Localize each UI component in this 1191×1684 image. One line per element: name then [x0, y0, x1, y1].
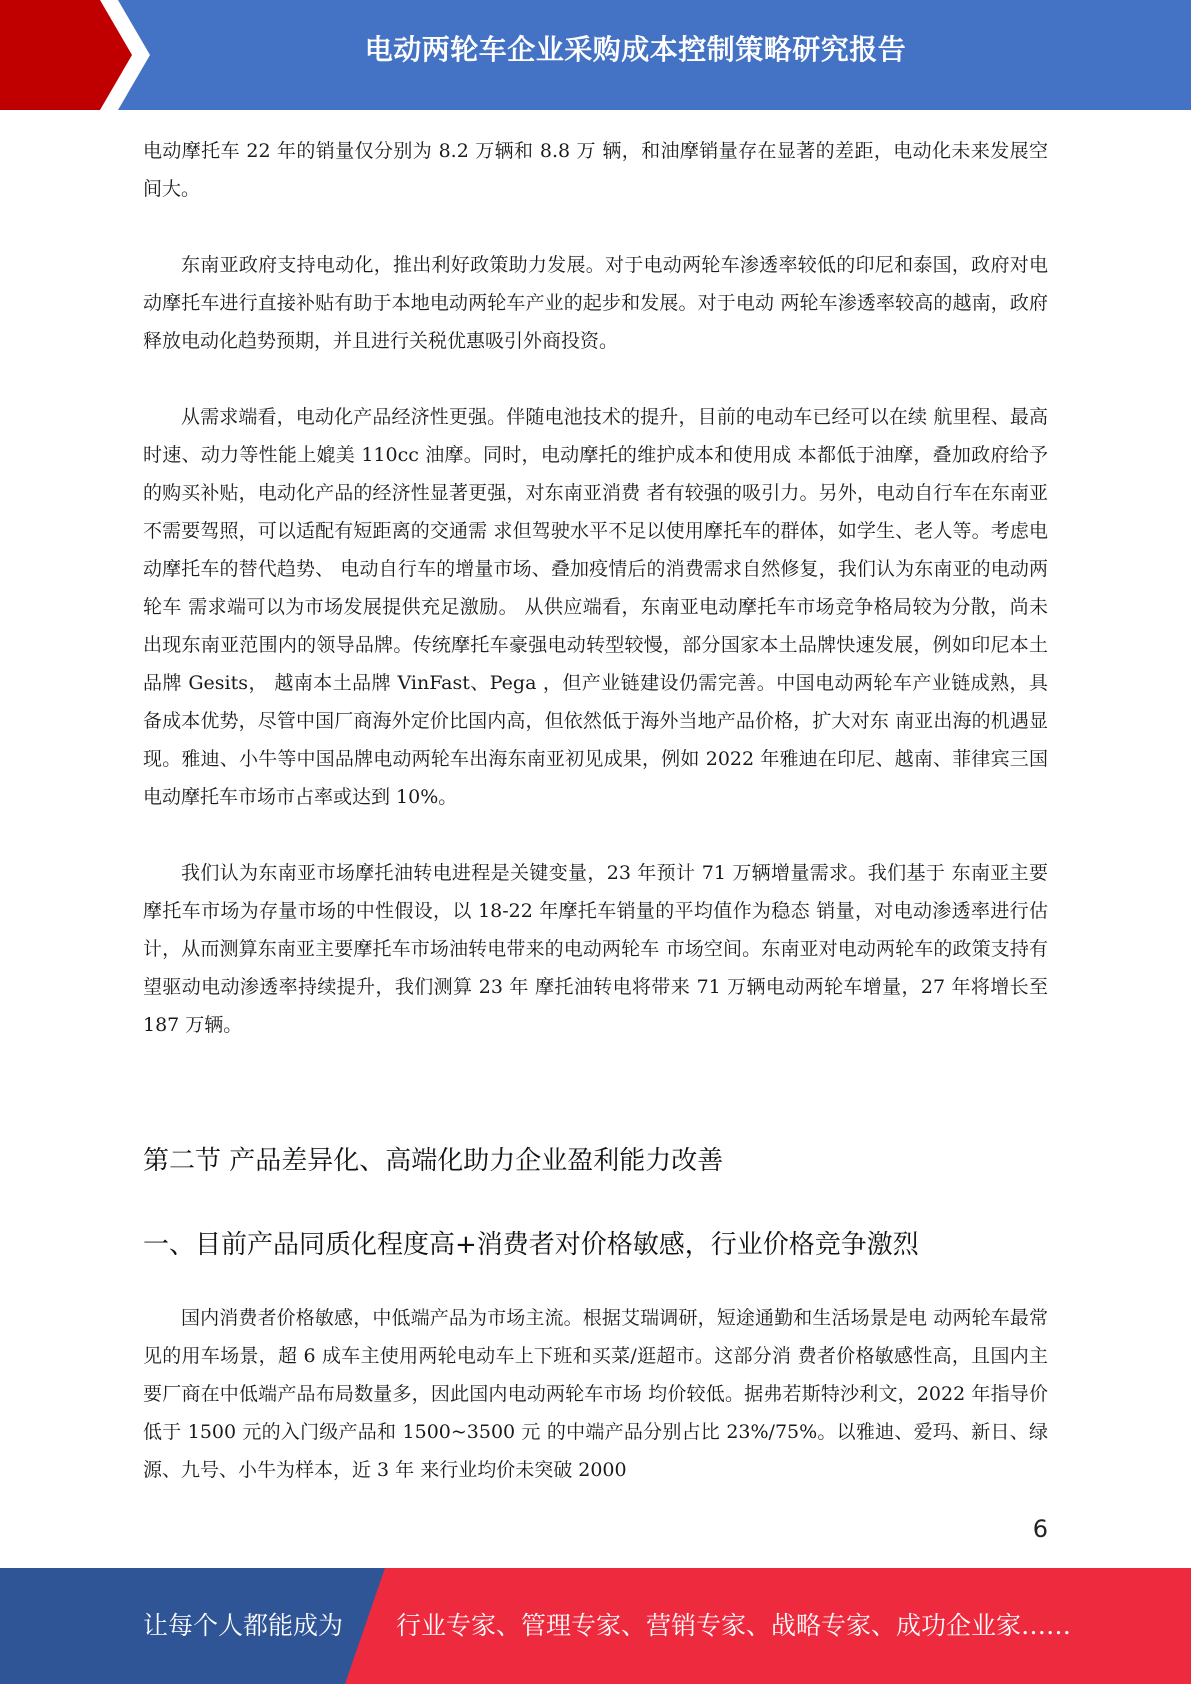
header-arrow-icon	[0, 0, 160, 110]
footer-banner	[0, 1568, 1191, 1684]
paragraph-5: 国内消费者价格敏感，中低端产品为市场主流。根据艾瑞调研，短途通勤和生活场景是电 动两轮车最常见的用车场景，超 6 成车主使用两轮电动车上下班和买菜/逛超市。这部分消 费者价格敏感性高，且国内主要厂商在中低端产品布局数量多，因此国内电动两轮车市场 均价较低。据弗若斯特沙利文，2022 年指导价低于 1500 元的入门级产品和 1500~3500 元 的中端产品分别占比 23%/75%。以雅迪、爱玛、新日、绿源、九号、小牛为样本，近 3 年 来行业均价未突破 2000	[143, 1307, 1048, 1481]
page-number: 6	[1032, 1515, 1048, 1543]
paragraph-3: 从需求端看，电动化产品经济性更强。伴随电池技术的提升，目前的电动车已经可以在续 航里程、最高时速、动力等性能上媲美 110cc 油摩。同时，电动摩托的维护成本和使用成 本都低于油摩，叠加政府给予的购买补贴，电动化产品的经济性显著更强，对东南亚消费 者有较强的吸引力。另外，电动自行车在东南亚不需要驾照，可以适配有短距离的交通需 求但驾驶水平不足以使用摩托车的群体，如学生、老人等。考虑电动摩托车的替代趋势、 电动自行车的增量市场、叠加疫情后的消费需求自然修复，我们认为东南亚的电动两轮车 需求端可以为市场发展提供充足激励。 从供应端看，东南亚电动摩托车市场竞争格局较为分散，尚未出现东南亚范围内的领导品牌。传统摩托车豪强电动转型较慢，部分国家本土品牌快速发展，例如印尼本土品牌 Gesits， 越南本土品牌 VinFast、Pega ，但产业链建设仍需完善。中国电动两轮车产业链成熟，具 备成本优势，尽管中国厂商海外定价比国内高，但依然低于海外当地产品价格，扩大对东 南亚出海的机遇显现。雅迪、小牛等中国品牌电动两轮车出海东南亚初见成果，例如 2022 年雅迪在印尼、越南、菲律宾三国电动摩托车市场市占率或达到 10%。	[143, 406, 1048, 808]
footer-slogan-right: 行业专家、管理专家、营销专家、战略专家、成功企业家……	[396, 1611, 1072, 1640]
paragraph-2: 东南亚政府支持电动化，推出利好政策助力发展。对于电动两轮车渗透率较低的印尼和泰国，政府对电动摩托车进行直接补贴有助于本地电动两轮车产业的起步和发展。对于电动 两轮车渗透率较高的越南，政府释放电动化趋势预期，并且进行关税优惠吸引外商投资。	[143, 254, 1048, 352]
document-title: 电动两轮车企业采购成本控制策略研究报告	[364, 33, 907, 66]
footer-slogan-left: 让每个人都能成为	[143, 1611, 344, 1640]
page-content	[143, 132, 1048, 1489]
paragraph-1: 电动摩托车 22 年的销量仅分别为 8.2 万辆和 8.8 万 辆，和油摩销量存在显著的差距，电动化未来发展空间大。	[143, 140, 1048, 200]
subsection-heading: 一、目前产品同质化程度高+消费者对价格敏感，行业价格竞争激烈	[143, 1230, 919, 1260]
paragraph-4: 我们认为东南亚市场摩托油转电进程是关键变量，23 年预计 71 万辆增量需求。我们基于 东南亚主要摩托车市场为存量市场的中性假设，以 18-22 年摩托车销量的平均值作为稳态 销量，对电动渗透率进行估计，从而测算东南亚主要摩托车市场油转电带来的电动两轮车 市场空间。东南亚对电动两轮车的政策支持有望驱动电动渗透率持续提升，我们测算 23 年 摩托油转电将带来 71 万辆电动两轮车增量，27 年将增长至 187 万辆。	[143, 862, 1048, 1036]
header-banner	[0, 0, 1191, 110]
section-heading: 第二节 产品差异化、高端化助力企业盈利能力改善	[143, 1146, 724, 1176]
